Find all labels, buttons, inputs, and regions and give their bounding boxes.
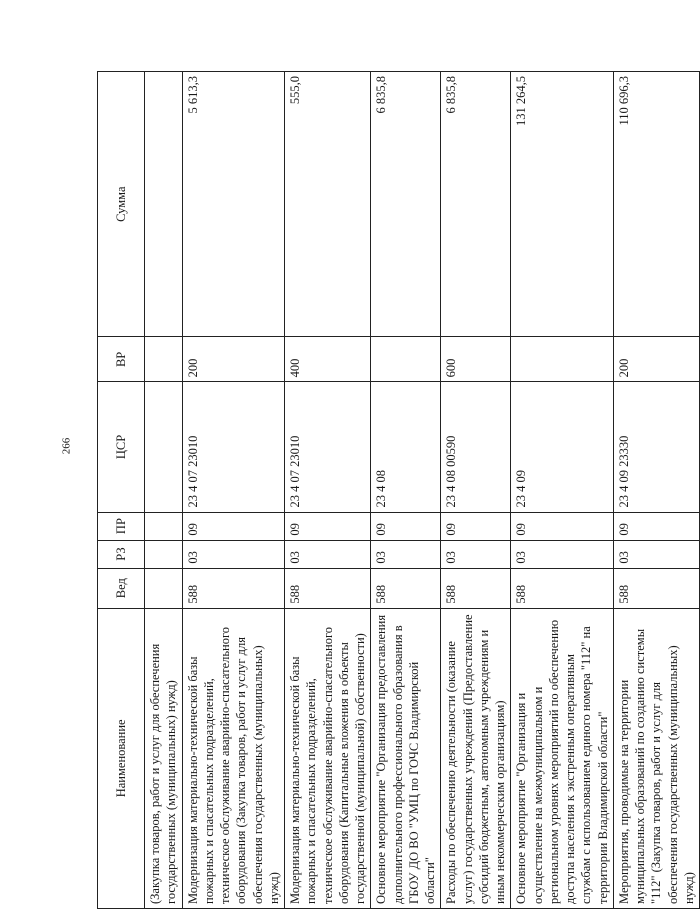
cell-name: Модернизация материально-технической базы пожарных и спасательных подразделений, техническое обслуживание аварийно-спасательного оборудования (Закупка товаров, работ и услуг для обеспечения государственных (муниципальных) нужд) xyxy=(182,608,285,908)
header-sum: Сумма xyxy=(98,72,145,337)
cell-ved: 588 xyxy=(441,568,511,608)
cell-sum: 6 835,8 xyxy=(371,72,441,337)
cell-csr xyxy=(145,382,183,512)
header-pr: ПР xyxy=(98,512,145,540)
cell-csr: 23 4 08 xyxy=(371,382,441,512)
table-row xyxy=(371,72,441,909)
cell-name: Расходы по обеспечению деятельности (оказание услуг) государственных учреждений (Предоставление субсидий бюджетным, автономным учреждениям и иным некоммерческим организациям) xyxy=(441,608,511,908)
cell-name: (Закупка товаров, работ и услуг для обеспечения государственных (муниципальных) нужд) xyxy=(145,608,183,908)
cell-sum xyxy=(145,72,183,337)
table-row xyxy=(182,72,285,909)
table-row xyxy=(285,72,371,909)
page-number: 266 xyxy=(60,437,73,455)
cell-rz xyxy=(145,540,183,568)
cell-ved: 588 xyxy=(511,568,614,608)
cell-csr: 23 4 07 23010 xyxy=(285,382,371,512)
cell-name: Основное мероприятие "Организация предоставления дополнительного профессионального образования в ГБОУ ДО ВО "УМЦ по ГОЧС Владимирской области" xyxy=(371,608,441,908)
cell-pr: 09 xyxy=(371,512,441,540)
budget-table xyxy=(97,71,700,909)
cell-vr xyxy=(371,337,441,382)
cell-name: Модернизация материально-технической базы пожарных и спасательных подразделений, техническое обслуживание аварийно-спасательного оборудования (Капитальные вложения в объекты государственной (муниципальной) собственности) xyxy=(285,608,371,908)
cell-rz: 03 xyxy=(285,540,371,568)
table-header-row xyxy=(98,72,145,909)
cell-vr xyxy=(145,337,183,382)
cell-pr: 09 xyxy=(441,512,511,540)
cell-ved xyxy=(145,568,183,608)
table-row xyxy=(145,72,183,909)
cell-sum: 6 835,8 xyxy=(441,72,511,337)
table-row xyxy=(613,72,699,909)
cell-name: Основное мероприятие "Организация и осуществление на межмуниципальном и региональном уровнях мероприятий по обеспечению доступа населения к экстренным оперативным службам с использованием единого номера "112" на территории Владимирской области" xyxy=(511,608,614,908)
cell-pr: 09 xyxy=(182,512,285,540)
cell-pr xyxy=(145,512,183,540)
cell-rz: 03 xyxy=(371,540,441,568)
cell-sum: 110 696,3 xyxy=(613,72,699,337)
cell-vr xyxy=(511,337,614,382)
table-row xyxy=(511,72,614,909)
cell-vr: 200 xyxy=(613,337,699,382)
header-rz: РЗ xyxy=(98,540,145,568)
cell-sum: 131 264,5 xyxy=(511,72,614,337)
cell-rz: 03 xyxy=(441,540,511,568)
cell-ved: 588 xyxy=(371,568,441,608)
cell-ved: 588 xyxy=(613,568,699,608)
cell-csr: 23 4 07 23010 xyxy=(182,382,285,512)
cell-vr: 400 xyxy=(285,337,371,382)
cell-csr: 23 4 08 00590 xyxy=(441,382,511,512)
cell-pr: 09 xyxy=(613,512,699,540)
header-csr: ЦСР xyxy=(98,382,145,512)
cell-ved: 588 xyxy=(182,568,285,608)
cell-pr: 09 xyxy=(285,512,371,540)
cell-rz: 03 xyxy=(182,540,285,568)
header-name: Наименование xyxy=(98,608,145,908)
cell-vr: 200 xyxy=(182,337,285,382)
cell-vr: 600 xyxy=(441,337,511,382)
header-vr: ВР xyxy=(98,337,145,382)
cell-rz: 03 xyxy=(613,540,699,568)
table-row xyxy=(441,72,511,909)
cell-sum: 555,0 xyxy=(285,72,371,337)
cell-csr: 23 4 09 xyxy=(511,382,614,512)
cell-csr: 23 4 09 23330 xyxy=(613,382,699,512)
header-ved: Вед xyxy=(98,568,145,608)
cell-sum: 5 613,3 xyxy=(182,72,285,337)
cell-ved: 588 xyxy=(285,568,371,608)
cell-pr: 09 xyxy=(511,512,614,540)
cell-name: Мероприятия, проводимые на территории муниципальных образований по созданию системы "112" (Закупка товаров, работ и услуг для обеспечения государственных (муниципальных) нужд) xyxy=(613,608,699,908)
cell-rz: 03 xyxy=(511,540,614,568)
budget-table-frame xyxy=(97,71,696,909)
